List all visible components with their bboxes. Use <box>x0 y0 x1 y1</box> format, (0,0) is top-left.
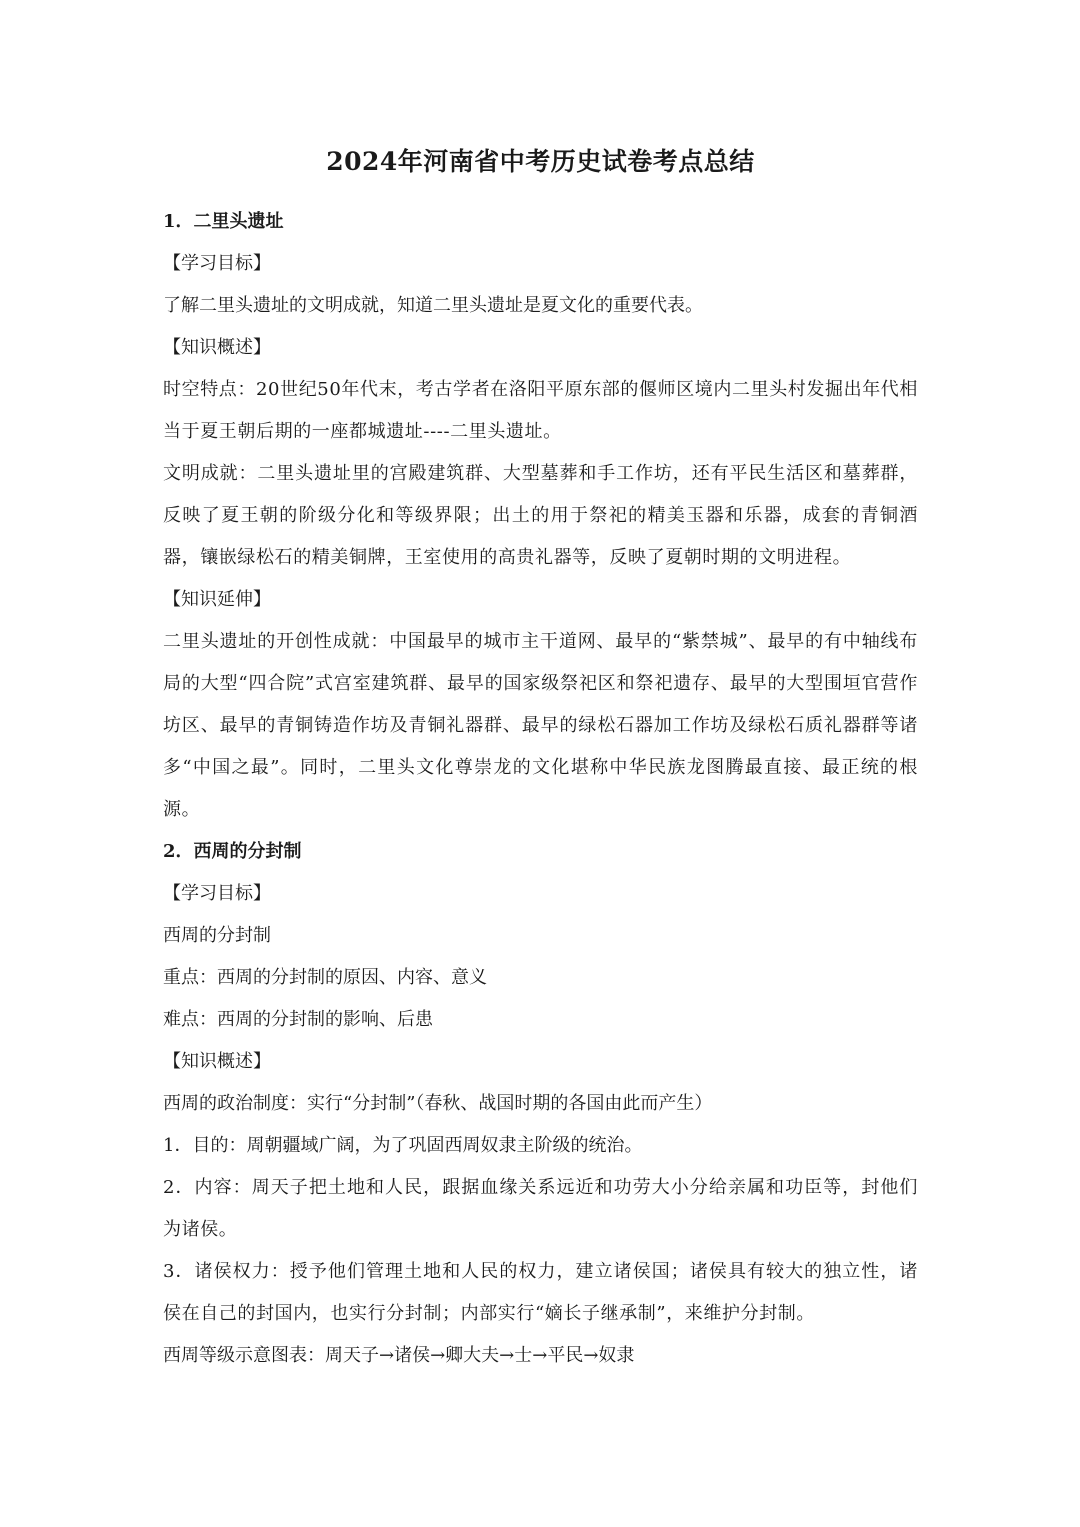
section1-overview-label: 【知识概述】 <box>163 337 271 358</box>
section1-goal-label: 【学习目标】 <box>163 253 271 274</box>
section2-system-intro: 西周的政治制度：实行“分封制”（春秋、战国时期的各国由此而产生） <box>163 1093 713 1114</box>
section1-heading: 1．二里头遗址 <box>163 211 284 232</box>
section2-key-point: 重点：西周的分封制的原因、内容、意义 <box>163 967 487 988</box>
document-page <box>163 145 918 1377</box>
section2-item1: 1．目的：周朝疆域广阔，为了巩固西周奴隶主阶级的统治。 <box>163 1135 643 1156</box>
section2-goal-label: 【学习目标】 <box>163 883 271 904</box>
section1-extension-para: 二里头遗址的开创性成就：中国最早的城市主干道网、最早的“紫禁城”、最早的有中轴线布局的大型“四合院”式宫室建筑群、最早的国家级祭祀区和祭祀遗存、最早的大型围垣官营作坊区、最早的青铜铸造作坊及青铜礼器群、最早的绿松石器加工作坊及绿松石质礼器群等诸多“中国之最”。同时，二里头文化尊崇龙的文化堪称中华民族龙图腾最直接、最正统的根源。 <box>163 631 918 820</box>
section2-goal-text: 西周的分封制 <box>163 925 271 946</box>
section1-goal-text: 了解二里头遗址的文明成就，知道二里头遗址是夏文化的重要代表。 <box>163 295 703 316</box>
section1-overview-para1: 时空特点：20世纪50年代末，考古学者在洛阳平原东部的偃师区境内二里头村发掘出年代相当于夏王朝后期的一座都城遗址----二里头遗址。 <box>163 379 919 442</box>
document-title: 2024年河南省中考历史试卷考点总结 <box>326 147 755 176</box>
section2-overview-label: 【知识概述】 <box>163 1051 271 1072</box>
section1-overview-para2: 文明成就：二里头遗址里的宫殿建筑群、大型墓葬和手工作坊，还有平民生活区和墓葬群，反映了夏王朝的阶级分化和等级界限；出土的用于祭祀的精美玉器和乐器，成套的青铜酒器，镶嵌绿松石的精美铜牌，王室使用的高贵礼器等，反映了夏朝时期的文明进程。 <box>163 463 918 568</box>
section1-extension-label: 【知识延伸】 <box>163 589 271 610</box>
section2-heading: 2．西周的分封制 <box>163 841 302 862</box>
section2-item3: 3．诸侯权力：授予他们管理土地和人民的权力，建立诸侯国；诸侯具有较大的独立性，诸侯在自己的封国内，也实行分封制；内部实行“嫡长子继承制”，来维护分封制。 <box>163 1261 918 1324</box>
section2-hierarchy: 西周等级示意图表：周天子→诸侯→卿大夫→士→平民→奴隶 <box>163 1345 635 1366</box>
section2-item2: 2．内容：周天子把土地和人民，跟据血缘关系远近和功劳大小分给亲属和功臣等，封他们为诸侯。 <box>163 1177 918 1240</box>
section2-difficult-point: 难点：西周的分封制的影响、后患 <box>163 1009 433 1030</box>
